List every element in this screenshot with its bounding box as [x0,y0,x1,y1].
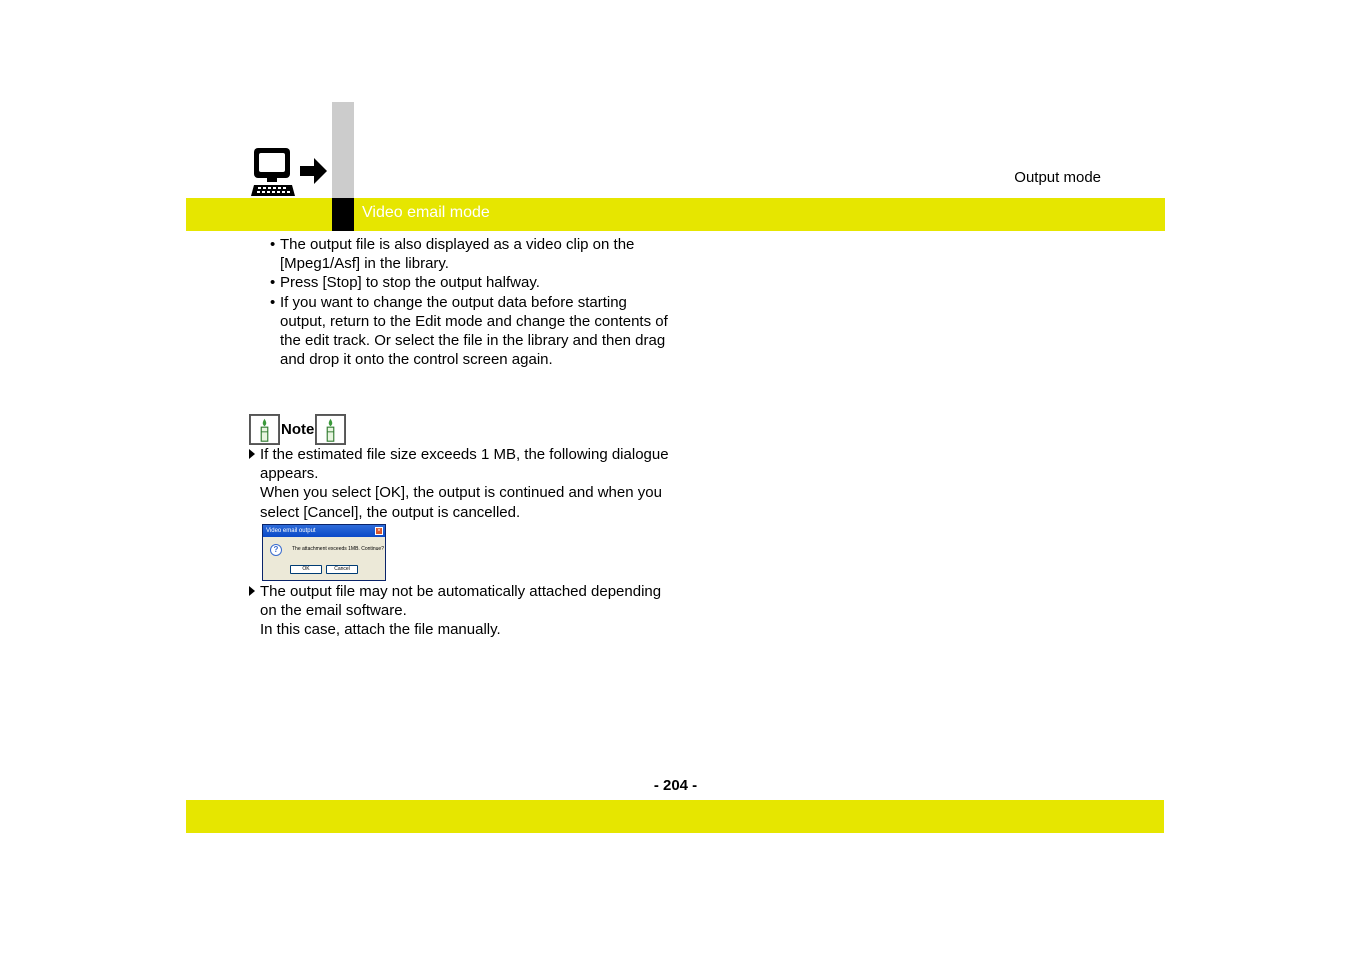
triangle-bullet-icon [249,586,255,596]
computer-output-icon [250,147,330,199]
note-text: In this case, attach the file manually. [260,621,501,639]
page-number: - 204 - [653,777,698,794]
note-text: If the estimated file size exceeds 1 MB, the following dialogue appears. [260,446,669,483]
header-black-tab [332,198,354,231]
note-item [249,445,669,522]
dialog-screenshot [262,524,386,581]
question-icon: ? [270,544,282,556]
running-head: Output mode [1014,169,1101,186]
close-icon[interactable]: × [375,527,383,535]
note-label: Note [281,421,315,438]
ok-button[interactable]: OK [290,565,322,574]
cancel-button[interactable]: Cancel [326,565,358,574]
note-item [249,582,669,640]
list-item: • Press [Stop] to stop the output halfway. [270,273,670,292]
note-text: When you select [OK], the output is continued and when you select [Cancel], the output is cancelled. [260,484,662,521]
dialog-title-bar [263,525,385,537]
header-gray-tab [332,102,354,198]
section-title: Video email mode [362,204,490,221]
note-text: The output file may not be automatically attached depending on the email software. [260,583,662,620]
candle-icon [315,414,346,445]
footer-band [186,800,1164,833]
triangle-bullet-icon [249,449,255,459]
bullet-list [270,235,670,369]
note-heading [249,413,346,446]
dialog-message: The attachment exceeds 1MB. Continue? [292,546,384,552]
dialog-title: Video email output [266,528,316,534]
list-item: • If you want to change the output data before starting output, return to the Edit mode and change the contents of the edit track. Or select the file in the library and then drag and drop it onto the control screen again. [270,293,670,370]
candle-icon [249,414,280,445]
list-item: • The output file is also displayed as a video clip on the [Mpeg1/Asf] in the library. [270,235,670,273]
